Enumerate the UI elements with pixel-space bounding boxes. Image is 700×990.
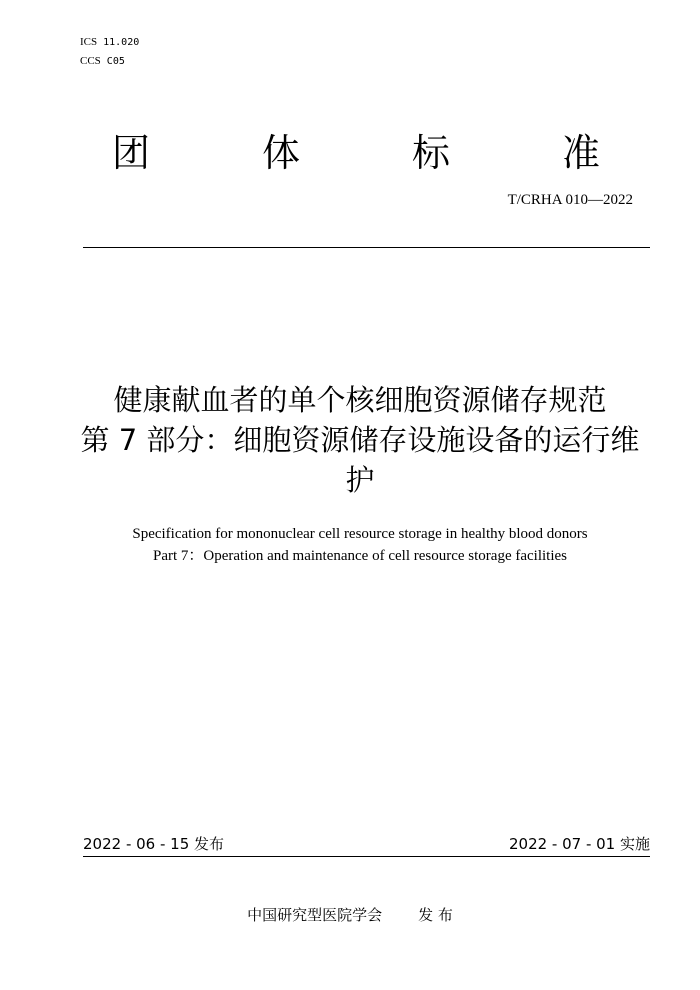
publisher-line bbox=[0, 904, 700, 925]
classification-codes bbox=[80, 33, 139, 71]
ics-label: ICS bbox=[80, 36, 98, 48]
ccs-code bbox=[80, 52, 139, 71]
standard-type-heading bbox=[86, 125, 626, 181]
english-title-line: Specification for mononuclear cell resource storage in healthy blood donors bbox=[132, 526, 588, 542]
ics-code bbox=[80, 33, 139, 52]
publisher-name: 中国研究型医院学会 bbox=[247, 906, 383, 924]
standard-type-char: 团 bbox=[111, 131, 150, 175]
chinese-title-line: 健康献血者的单个核细胞资源储存规范 bbox=[113, 383, 607, 417]
ics-value: 11.020 bbox=[103, 37, 140, 48]
chinese-title-line: 第 7 部分：细胞资源储存设施设备的运行维 bbox=[80, 423, 640, 457]
bottom-divider bbox=[83, 856, 650, 857]
ccs-label: CCS bbox=[80, 55, 101, 67]
english-title-line: Part 7：Operation and maintenance of cell resource storage facilities bbox=[153, 548, 567, 564]
top-divider bbox=[83, 247, 650, 248]
date-row bbox=[83, 834, 650, 854]
standard-number: T/CRHA 010—2022 bbox=[507, 192, 633, 208]
standard-type-char: 标 bbox=[411, 131, 450, 175]
standard-type-char: 准 bbox=[561, 131, 600, 175]
chinese-title-line: 护 bbox=[345, 463, 375, 497]
release-date: 2022 - 06 - 15 发布 bbox=[83, 835, 225, 853]
standard-type-char: 体 bbox=[261, 131, 300, 175]
implementation-date: 2022 - 07 - 01 实施 bbox=[508, 835, 650, 853]
chinese-title bbox=[60, 380, 660, 500]
publisher-action: 发 布 bbox=[418, 906, 453, 924]
english-title bbox=[60, 523, 660, 567]
ccs-value: C05 bbox=[106, 56, 125, 67]
